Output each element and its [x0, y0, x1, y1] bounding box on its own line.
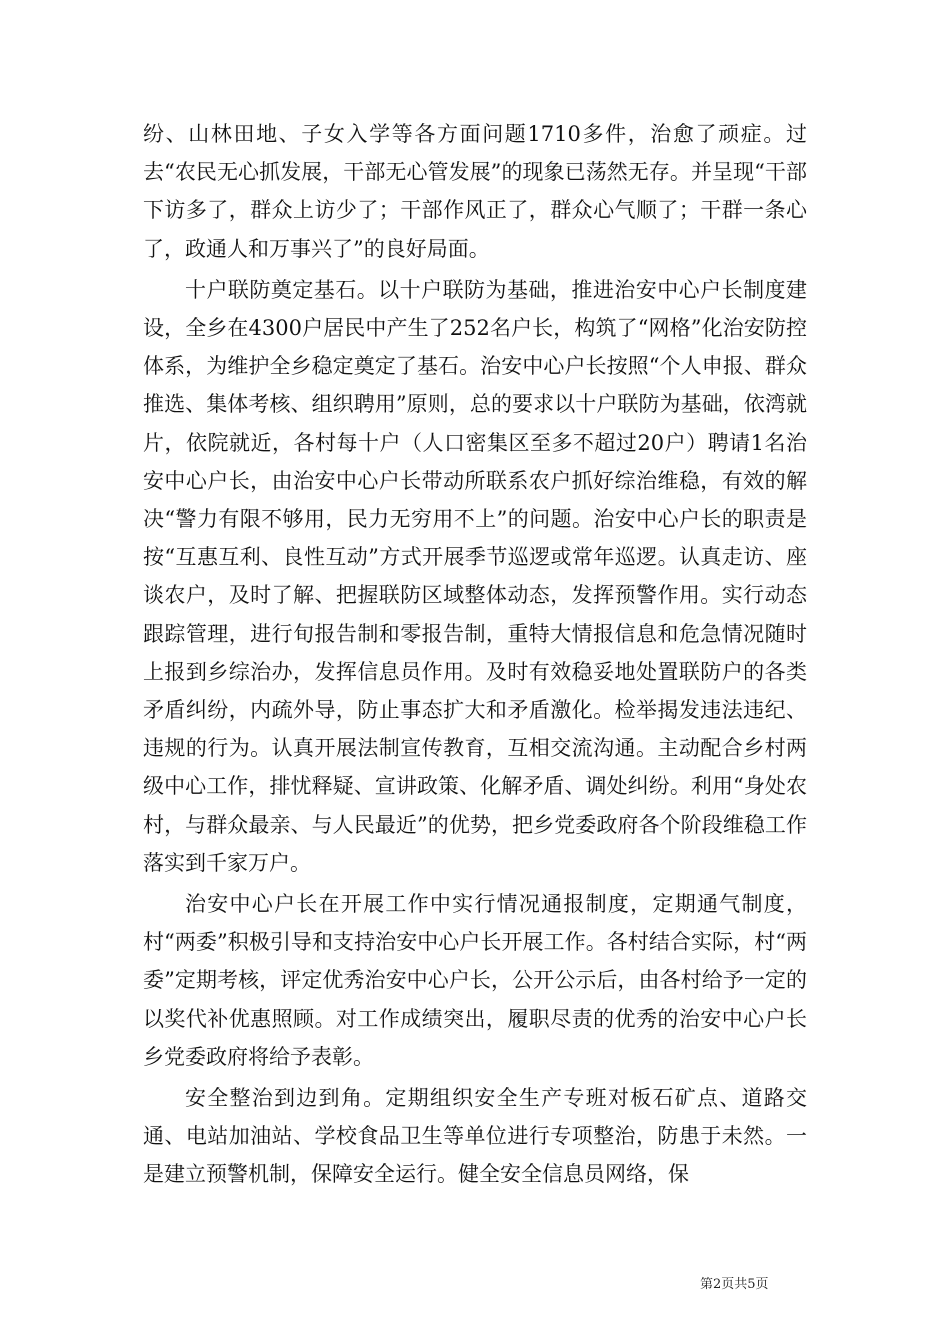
document-body	[143, 115, 807, 1194]
page-number-footer: 第2页共5页	[700, 1277, 769, 1292]
paragraph-ten-household-joint-defense: 十户联防奠定基石。以十户联防为基础，推进治安中心户长制度建设，全乡在4300户居民中产生了252名户长，构筑了“网格”化治安防控体系，为维护全乡稳定奠定了基石。治安中心户长按照“个人申报、群众推选、集体考核、组织聘用”原则，总的要求以十户联防为基础，依湾就片，依院就近，各村每十户（人口密集区至多不超过20户）聘请1名治安中心户长，由治安中心户长带动所联系农户抓好综治维稳，有效的解决“警力有限不够用，民力无穷用不上”的问题。治安中心户长的职责是按“互惠互利、良性互动”方式开展季节巡逻或常年巡逻。认真走访、座谈农户，及时了解、把握联防区域整体动态，发挥预警作用。实行动态跟踪管理，进行旬报告制和零报告制，重特大情报信息和危急情况随时上报到乡综治办，发挥信息员作用。及时有效稳妥地处置联防户的各类矛盾纠纷，内疏外导，防止事态扩大和矛盾激化。检举揭发违法违纪、违规的行为。认真开展法制宣传教育，互相交流沟通。主动配合乡村两级中心工作，排忧释疑、宣讲政策、化解矛盾、调处纠纷。利用“身处农村，与群众最亲、与人民最近”的优势，把乡党委政府各个阶段维稳工作落实到千家万户。	[143, 277, 807, 875]
paragraph-security-head-reporting: 治安中心户长在开展工作中实行情况通报制度，定期通气制度，村“两委”积极引导和支持治安中心户长开展工作。各村结合实际，村“两委”定期考核，评定优秀治安中心户长，公开公示后，由各村给予一定的以奖代补优惠照顾。对工作成绩突出，履职尽责的优秀的治安中心户长乡党委政府将给予表彰。	[143, 892, 807, 1069]
paragraph-continuation: 纷、山林田地、子女入学等各方面问题1710多件，治愈了顽症。过去“农民无心抓发展，干部无心管发展”的现象已荡然无存。并呈现“干部下访多了，群众上访少了；干部作风正了，群众心气顺了；干群一条心了，政通人和万事兴了”的良好局面。	[143, 122, 807, 261]
paragraph-safety-rectification: 安全整治到边到角。定期组织安全生产专班对板石矿点、道路交通、电站加油站、学校食品卫生等单位进行专项整治，防患于未然。一是建立预警机制，保障安全运行。健全安全信息员网络，保	[143, 1086, 807, 1187]
